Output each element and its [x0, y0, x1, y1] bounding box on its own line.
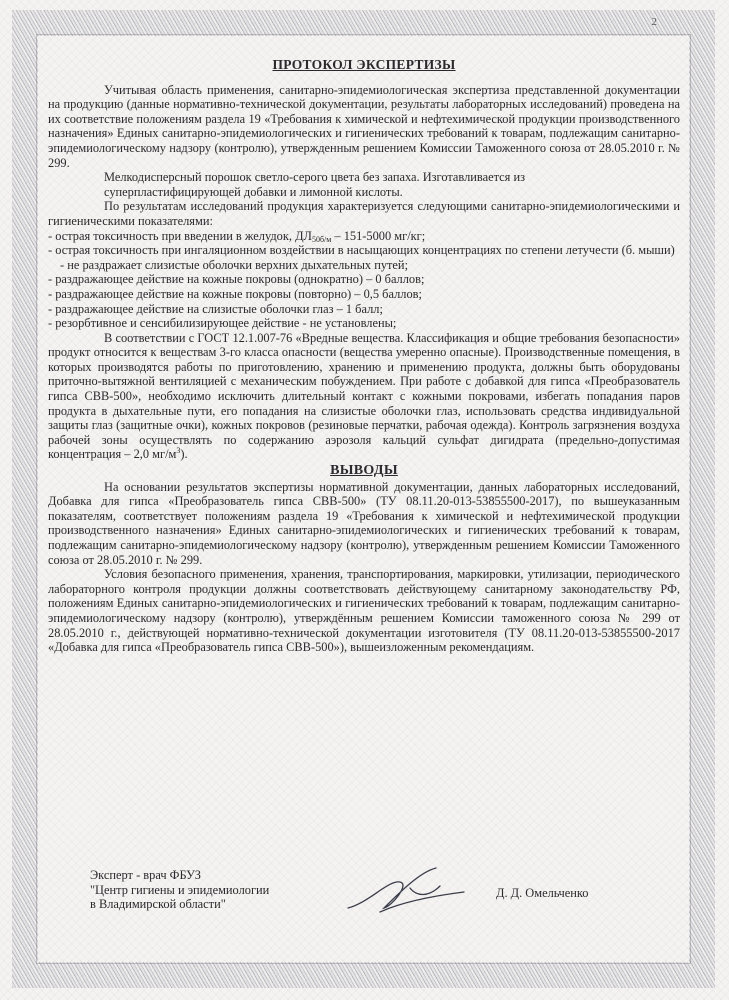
indicator-item: - острая токсичность при введении в желудок, $ДЛ_{50б/м} - 151-5000$ мг/кг; [48, 229, 680, 244]
handwritten-signature [340, 862, 470, 918]
page-number: 2 [651, 16, 657, 28]
conclusion-paragraph-2: Условия безопасного применения, хранения, транспортирования, маркировки, утилизации, периодического лабораторного контроля продукции должны соответствовать действующему санитарному законодательству РФ, положениям Единых санитарно-эпидемиологических и гигиенических требований к товарам, подлежащим санитарно-эпидемиологическому надзору (контролю), утверждённым решением Комиссии таможенного союза № 299 от 28.05.2010 г., действующей нормативно-технической документации изготовителя (ТУ 08.11.20-013-53855500-2017 «Добавка для гипса «Преобразователь гипса СВВ-500»), вышеизложенным рекомендациям. [48, 567, 680, 655]
conclusions-heading: ВЫВОДЫ [330, 463, 398, 479]
document-title: ПРОТОКОЛ ЭКСПЕРТИЗЫ [272, 57, 456, 72]
indicator-item: - раздражающее действие на кожные покровы (повторно) – 0,5 баллов; [48, 287, 680, 302]
intro-paragraph: Учитывая область применения, санитарно-эпидемиологическая экспертиза представленной документации на продукцию (данные нормативно-технической документации, результаты лабораторных исследований) проведена на их соответствие положениям раздела 19 «Требования к химической и нефтехимической продукции производственного назначения» Единых санитарно-эпидемиологических и гигиенических требований к товарам, подлежащим санитарно-эпидемиологическому надзору (контролю), утвержденным решением Комиссии Таможенного союза от 28.05.2010 г. № 299. [48, 82, 680, 170]
results-intro: По результатам исследований продукция характеризуется следующими санитарно-эпидемиологическими и гигиеническими показателями: [48, 199, 680, 228]
conclusion-paragraph: На основании результатов экспертизы нормативной документации, данных лабораторных исследований, Добавка для гипса «Преобразователь гипса СВВ-500» (ТУ 08.11.20-013-53855500-2017), по вышеуказанным показателям, соответствует положениям раздела 19 «Требования к химической и нефтехимической продукции производственного назначения» Единых санитарно-эпидемиологических и гигиенических требований к товарам, подлежащим санитарно-эпидемиологическому надзору (контролю), утвержденным решением Комиссии Таможенного союза от 28.05.2010 г. № 299. [48, 479, 680, 567]
description-line-2: суперпластифицирующей добавки и лимонной кислоты. [104, 184, 403, 199]
indicator-item: - раздражающее действие на слизистые оболочки глаз – 1 балл; [48, 302, 680, 317]
indicator-item: - раздражающее действие на кожные покровы (однократно) – 0 баллов; [48, 272, 680, 287]
indicator-item: - острая токсичность при ингаляционном воздействии в насыщающих концентрациях по степени летучести (б. мыши) - не раздражает слизистые оболочки верхних дыхательных путей; [48, 243, 680, 272]
expert-credentials: Эксперт - врач ФБУЗ "Центр гигиены и эпидемиологии в Владимирской области" [90, 868, 270, 912]
indicator-item: - резорбтивное и сенсибилизирующее действие - не установлены; [48, 316, 680, 331]
signature-block [90, 868, 630, 928]
gost-paragraph: В соответствии с ГОСТ 12.1.007-76 «Вредные вещества. Классификация и общие требования безопасности» продукт относится к веществам 3-го класса опасности (вещества умеренно опасные). Производственные помещения, в которых производятся работы по приготовлению, хранению и применению продукта, должны быть оборудованы приточно-вытяжной вентиляцией с механическим побуждением. При работе с добавкой для гипса «Преобразователь гипса СВВ-500», необходимо исключить длительный контакт с кожными покровами, избегать попадания паров продукта в дыхательные пути, его попадания на слизистые оболочки глаз, использовать средства индивидуальной защиты глаз (защитные очки), кожных покровов (резиновые перчатки, рабочая одежда). Контроль загрязнения воздуха рабочей зоны осуществлять по содержанию аэрозоля кальций сульфат дигидрата (предельно-допустимая концентрация – 2,0 $мг/м^3$). [48, 330, 680, 462]
description-line: Мелкодисперсный порошок светло-серого цвета без запаха. Изготавливается из [104, 170, 526, 185]
document-body [48, 56, 680, 655]
indicators-list [48, 229, 680, 331]
expert-name: Д. Д. Омельченко [496, 886, 589, 900]
